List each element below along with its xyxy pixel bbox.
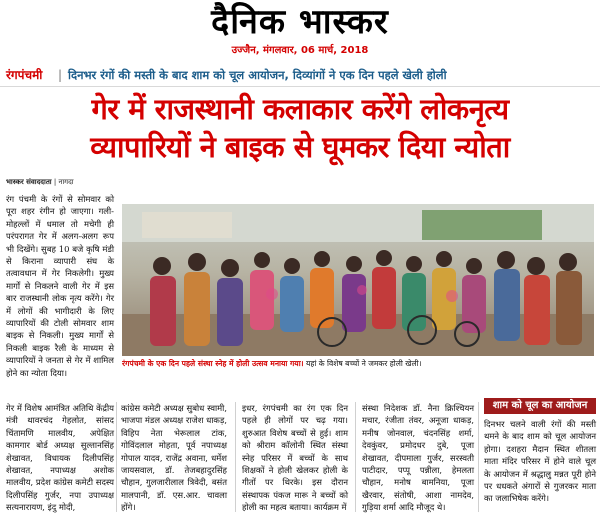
photo-caption [122, 358, 594, 369]
column-divider [116, 402, 117, 512]
body-column-4: संस्था निदेशक डॉ. नैना क्रिश्चियन मचार, रंजीता तंवर, अनूजा धाकड़, मनीष जोनवाल, चंदनसिंह शर्मा, देवकुंवर, प्रमोदधर दुबे, पूजा शेखावत, दीपमाला गुर्जर, सरस्वती पाटीदार, पप्पू पन्नीला, हेमलता चौहान, मनोष बामनिया, पूजा खैरवार, संतोषी, आशा नामदेव, गुड़िया शर्मा आदि मौजूद थे। [362, 403, 474, 513]
photo-caption-lead: रंगपंचमी के एक दिन पहले संस्था स्नेह में होली उत्सव मनाया गया। [122, 359, 304, 368]
column-divider [355, 402, 356, 512]
photo-illustration [122, 204, 594, 356]
sidebar-text: दिनभर चलने वाली रंगों की मस्ती थमने के बाद शाम को चूल आयोजन होगा। दशहरा मैदान स्थित शीतला माता मंदिर परिसर में होने वाले चूल के आयोजन में श्रद्धालु मन्नत पूरी होने पर धधकते अंगारों से गुजरकर माता का जलाभिषेक करेंगे। [484, 419, 596, 504]
subheadline: दिनभर रंगों की मस्ती के बाद शाम को चूल आयोजन, दिव्यांगों ने एक दिन पहले खेली होली [68, 68, 447, 82]
column-divider [235, 402, 236, 512]
news-photo [122, 204, 594, 356]
byline-source: भास्कर संवाददाता [6, 178, 52, 186]
body-column-3: इधर, रंगपंचमी का रंग एक दिन पहले ही लोगों पर चढ़ गया। शुरुआत विशेष बच्चों से हुई। शाम को श्रीराम कॉलोनी स्थित संस्था स्नेह परिसर में बच्चों के साथ शिक्षकों ने होली खेलकर होली के गीतों पर थिरके। इस दौरान संस्थापक पंकज मारू ने बच्चों को होली का महत्व बताया। कार्यक्रम में [242, 403, 348, 513]
masthead-logo: दैनिक भास्कर [211, 2, 389, 42]
kicker-label: रंगपंचमी [6, 68, 43, 82]
story-topbar [0, 64, 600, 87]
body-column-1: गेर में विशेष आमंत्रित अतिथि केंद्रीय मंत्री थावरचंद गेहलोत, सांसद चिंतामणि मालवीय, अपेक्षित कामगार बोर्ड अध्यक्ष सुल्तानसिंह शेखावत, विधायक दिलीपसिंह शेखावत, नपाध्यक्ष अशोक मालवीय, प्रदेश कांग्रेस कमेटी सदस्य दिलीपसिंह गुर्जर, नपा उपाध्यक्ष सत्यनारायण, इंदु मोदी, [6, 403, 114, 513]
dateline: उज्जैन, मंगलवार, 06 मार्च, 2018 [231, 45, 369, 56]
headline-line-2: व्यापारियों ने बाइक से घूमकर दिया न्योता [90, 130, 510, 164]
body-column-2: कांग्रेस कमेटी अध्यक्ष सुबोध स्वामी, भाजपा मंडल अध्यक्ष राजेश धाकड़, विहिप नेता भेरूलाल टांक, गोविंदलाल मोहता, पूर्व नपाध्यक्ष गोपाल यादव, राजेंद्र अवाना, धर्मेश जायसवाल, डॉ. तेजबहादुरसिंह चौहान, गुलजारीलाल त्रिवेदी, बसंत मालपानी, डॉ. एस.आर. चावला होंगे। [121, 403, 227, 513]
headline-line-1: गेर में राजस्थानी कलाकार करेंगे लोकनृत्य [91, 92, 509, 126]
byline-location: नागदा [58, 178, 74, 186]
byline-separator: | [53, 178, 57, 186]
byline [6, 178, 74, 187]
intro-paragraph: रंग पंचमी के रंगों से सोमवार को पूरा शहर रंगीन हो जाएगा। गली-मोहल्लों में धमाल तो मचेगी ही परंपरागत गेर में अलग-अलग रूप भी दिखेंगे। सुबह 10 बजे कृषि मंडी से किराना व्यापारी संघ के तत्वावधान में गेर निकलेगी। मुख्य मार्गों से निकलने वाली गेर में इस बार राजस्थानी लोक नृत्य करेंगे। गेर में लोगों की भागीदारी के लिए व्यापारियों की टोली सोमवार शाम बाइक से निकली। मुख्य मार्गों से निकली बाइक रैली के माध्यम से व्यापारियों ने जनता से गेर में शामिल होने का न्योता दिया। [6, 194, 114, 378]
photo-caption-rest: यहां के विशेष बच्चों ने जमकर होली खेली। [303, 359, 422, 368]
kicker-separator: | [58, 68, 63, 82]
column-divider [478, 402, 479, 512]
sidebar-heading: शाम को चूल का आयोजन [484, 398, 596, 414]
